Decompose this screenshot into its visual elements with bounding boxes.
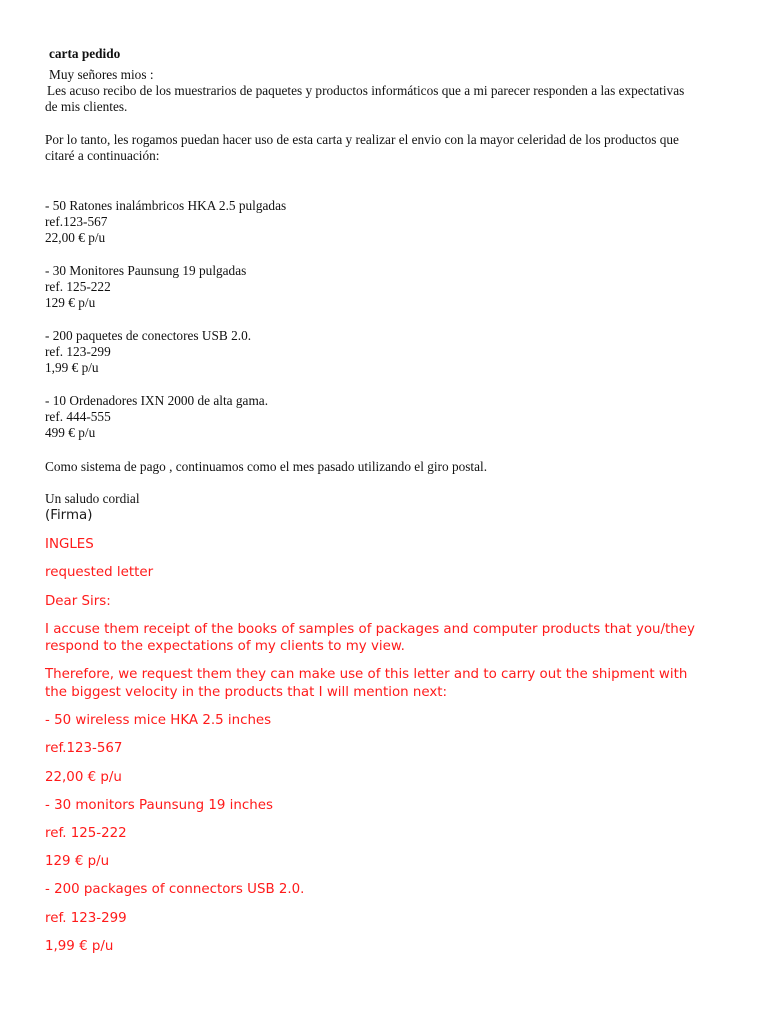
- english-request-line2: the biggest velocity in the products that I will mention next:: [45, 685, 448, 700]
- spanish-item-2-price: 129 € p/u: [45, 295, 96, 310]
- spanish-item-3-description: - 200 paquetes de conectores USB 2.0.: [45, 328, 252, 343]
- spanish-request-line1: Por lo tanto, les rogamos puedan hacer uso de esta carta y realizar el envio con la mayor celeridad de los productos que: [45, 132, 679, 147]
- spanish-item-4-ref: ref. 444-555: [45, 409, 111, 424]
- spanish-item-1-price: 22,00 € p/u: [45, 230, 106, 245]
- spanish-item-1-ref: ref.123-567: [45, 214, 108, 229]
- spanish-item-4-price: 499 € p/u: [45, 425, 96, 440]
- english-item-2-price: 129 € p/u: [45, 854, 110, 869]
- english-item-3-ref: ref. 123-299: [45, 911, 127, 926]
- english-item-1-description: - 50 wireless mice HKA 2.5 inches: [45, 713, 272, 728]
- english-title: requested letter: [45, 565, 154, 580]
- english-item-1-price: 22,00 € p/u: [45, 770, 122, 785]
- spanish-intro-line2: de mis clientes.: [45, 99, 128, 114]
- english-item-2-description: - 30 monitors Paunsung 19 inches: [45, 798, 273, 813]
- spanish-item-3-price: 1,99 € p/u: [45, 360, 99, 375]
- english-intro-line1: I accuse them receipt of the books of samples of packages and computer products that you/they: [45, 622, 695, 637]
- spanish-payment: Como sistema de pago , continuamos como el mes pasado utilizando el giro postal.: [45, 459, 488, 474]
- spanish-greeting: Muy señores mios :: [49, 67, 154, 82]
- english-greeting: Dear Sirs:: [45, 594, 111, 609]
- english-item-3-price: 1,99 € p/u: [45, 939, 114, 954]
- spanish-item-4-description: - 10 Ordenadores IXN 2000 de alta gama.: [45, 393, 269, 408]
- english-item-1-ref: ref.123-567: [45, 741, 123, 756]
- spanish-item-2-description: - 30 Monitores Paunsung 19 pulgadas: [45, 263, 247, 278]
- english-item-3-description: - 200 packages of connectors USB 2.0.: [45, 882, 305, 897]
- spanish-signature: (Firma): [45, 508, 93, 523]
- english-request-line1: Therefore, we request them they can make use of this letter and to carry out the shipment with: [45, 667, 688, 682]
- spanish-item-2-ref: ref. 125-222: [45, 279, 111, 294]
- spanish-item-1-description: - 50 Ratones inalámbricos HKA 2.5 pulgadas: [45, 198, 287, 213]
- english-item-2-ref: ref. 125-222: [45, 826, 127, 841]
- english-intro-line2: respond to the expectations of my clients to my view.: [45, 639, 405, 654]
- spanish-closing: Un saludo cordial: [45, 491, 140, 506]
- spanish-item-3-ref: ref. 123-299: [45, 344, 111, 359]
- english-heading: INGLES: [45, 537, 94, 552]
- spanish-title: carta pedido: [49, 46, 121, 61]
- spanish-request-line2: citaré a continuación:: [45, 148, 160, 163]
- spanish-intro-line1: Les acuso recibo de los muestrarios de paquetes y productos informáticos que a mi parecer responden a las expectativas: [47, 83, 685, 98]
